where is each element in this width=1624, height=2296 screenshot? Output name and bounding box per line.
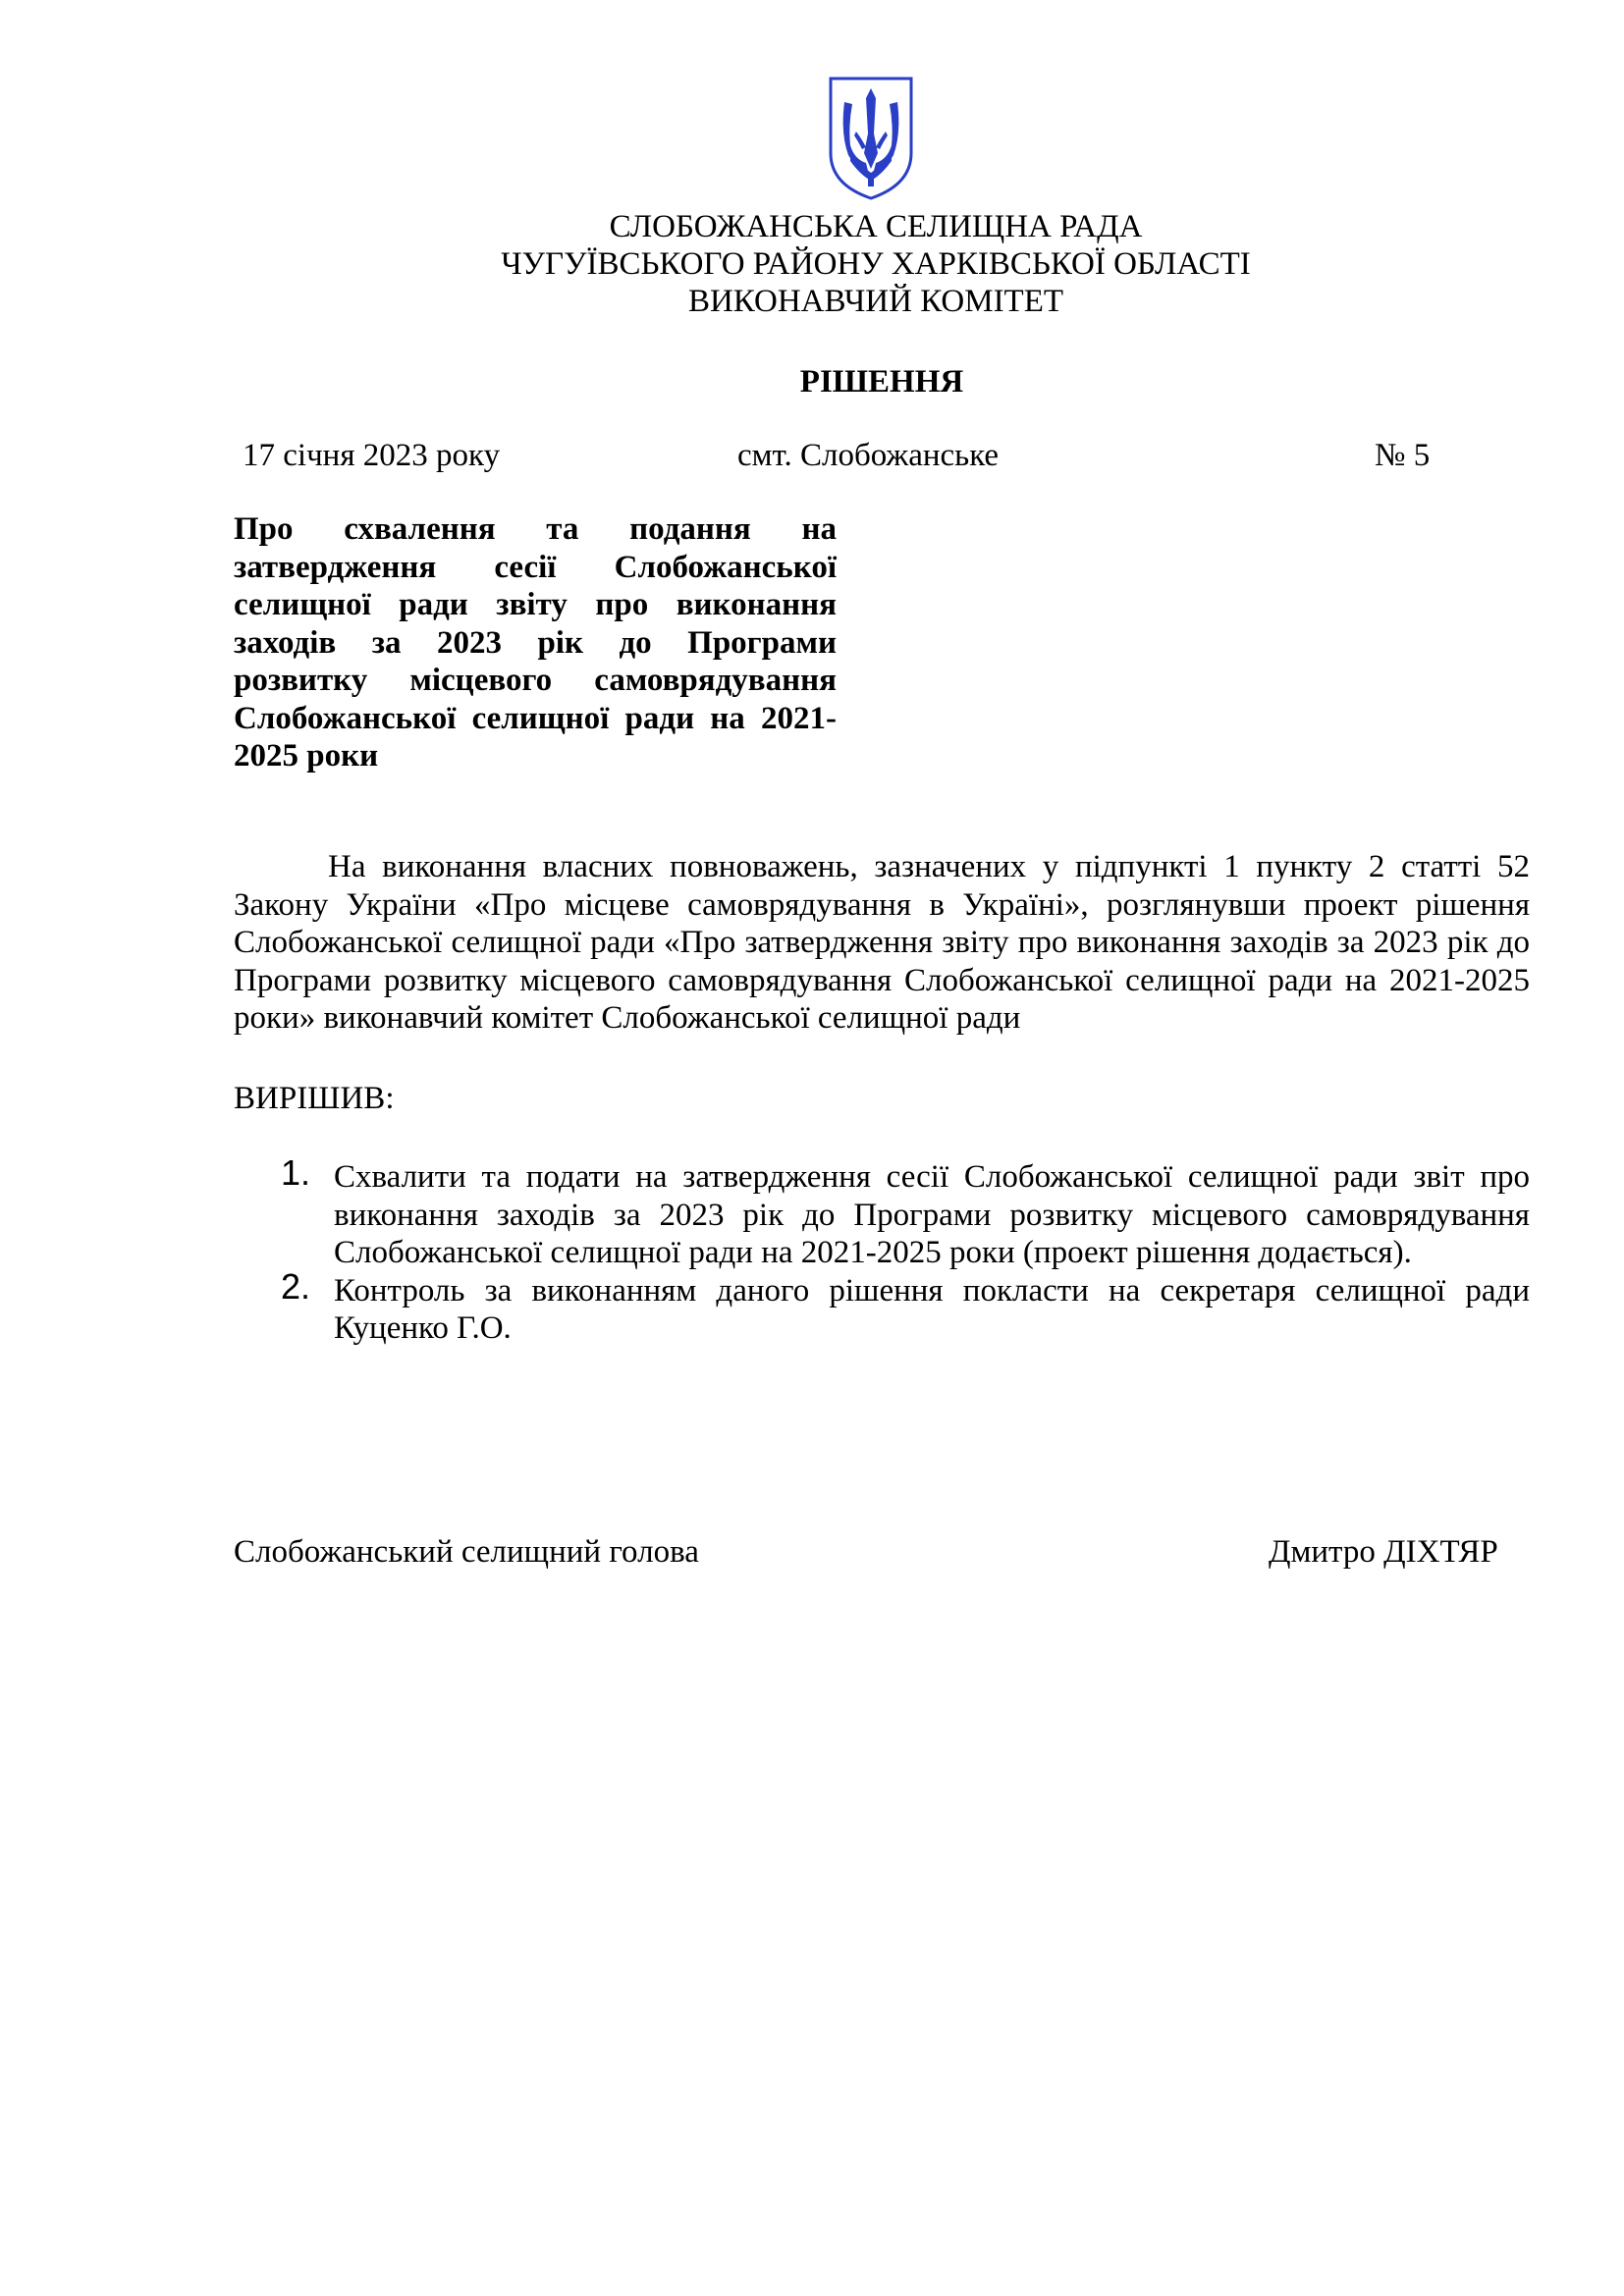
council-name: СЛОБОЖАНСЬКА СЕЛИЩНА РАДА [609, 209, 1143, 244]
decision-subject: Про схвалення та подання на затвердження сесії Слобожанської селищної ради звіту про виконання заходів за 2023 рік до Програми розвитку місцевого самоврядування Слобожанської селищної ради на 2021-2025 роки [234, 511, 837, 774]
resolution-item [281, 1265, 1530, 1348]
document-date: 17 січня 2023 року [243, 438, 501, 473]
document-number: № 5 [1375, 438, 1431, 473]
coat-of-arms-icon [827, 75, 915, 202]
resolution-item [281, 1152, 1530, 1272]
resolved-label: ВИРІШИВ: [234, 1081, 395, 1116]
document-place: смт. Слобожанське [737, 438, 1000, 473]
district-name: ЧУГУЇВСЬКОГО РАЙОНУ ХАРКІВСЬКОЇ ОБЛАСТІ [501, 246, 1251, 282]
document-title: РІШЕННЯ [799, 364, 964, 400]
preamble-paragraph: На виконання власних повноважень, зазначених у підпункті 1 пункту 2 статті 52 Закону України «Про місцеве самоврядування в Україні», розглянувши проект рішення Слобожанської селищної ради «Про затвердження звіту про виконання заходів за 2023 рік до Програми розвитку місцевого самоврядування Слобожанської селищної ради на 2021-2025 роки» виконавчий комітет Слобожанської селищної ради [234, 849, 1530, 1036]
signatory-name: Дмитро ДІХТЯР [1269, 1534, 1498, 1570]
signatory-title: Слобожанський селищний голова [234, 1534, 699, 1570]
item-text: Контроль за виконанням даного рішення покласти на секретаря селищної ради Куценко Г.О. [334, 1272, 1530, 1346]
committee-name: ВИКОНАВЧИЙ КОМІТЕТ [687, 284, 1064, 319]
item-text: Схвалити та подати на затвердження сесії Слобожанської селищної ради звіт про виконання заходів за 2023 рік до Програми розвитку місцевого самоврядування Слобожанської селищної ради на 2021-2025 роки (проект рішення додається). [334, 1159, 1530, 1270]
resolution-list [281, 1152, 1530, 1348]
item-number: 2. [281, 1265, 311, 1307]
item-number: 1. [281, 1152, 311, 1193]
